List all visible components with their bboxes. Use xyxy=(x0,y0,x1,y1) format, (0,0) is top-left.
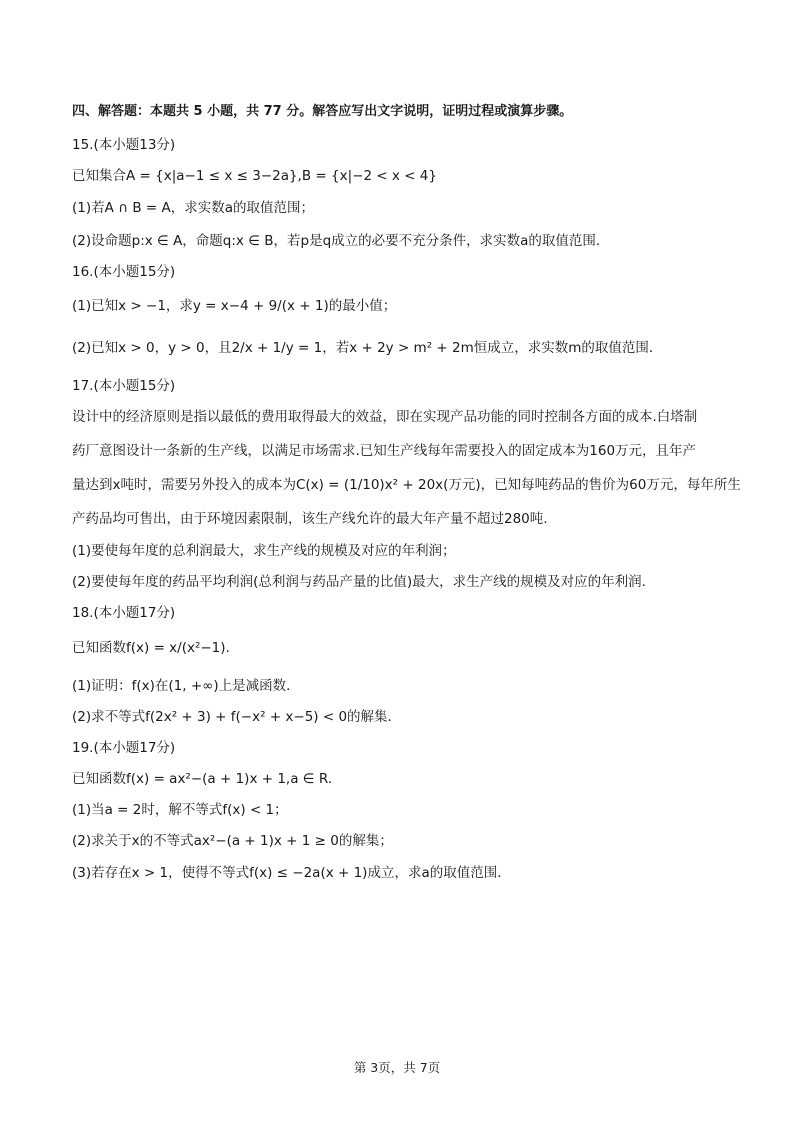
problem-19-header: 19.(本小题17分) xyxy=(72,740,176,756)
section-heading: 四、解答题：本题共 5 小题，共 77 分。解答应写出文字说明，证明过程或演算步骤。 xyxy=(72,104,573,119)
problem-16-header: 16.(本小题15分) xyxy=(72,264,176,280)
problem-15-part-2: (2)设命题p:x ∈ A，命题q:x ∈ B，若p是q成立的必要不充分条件，求实数a的取值范围． xyxy=(72,233,610,249)
problem-17-paragraph-line-1: 设计中的经济原则是指以最低的费用取得最大的效益，即在实现产品功能的同时控制各方面的成本.白塔制 xyxy=(72,409,698,425)
problem-16-part-2: (2)已知x > 0，y > 0，且2/x + 1/y = 1，若x + 2y > m² + 2m恒成立，求实数m的取值范围． xyxy=(72,340,663,356)
problem-19-part-1: (1)当a = 2时，解不等式f(x) < 1； xyxy=(72,802,288,818)
problem-18-statement: 已知函数f(x) = x/(x²−1). xyxy=(72,640,230,656)
problem-17-paragraph-line-4: 产药品均可售出，由于环境因素限制，该生产线允许的最大年产量不超过280吨. xyxy=(72,511,548,527)
problem-16-part-1: (1)已知x > −1，求y = x−4 + 9/(x + 1)的最小值； xyxy=(72,298,397,314)
problem-19-part-3: (3)若存在x > 1，使得不等式f(x) ≤ −2a(x + 1)成立，求a的取值范围． xyxy=(72,865,511,881)
problem-17-paragraph-line-3: 量达到x吨时，需要另外投入的成本为C(x) = (1/10)x² + 20x(万元)，已知每吨药品的售价为60万元，每年所生 xyxy=(72,477,741,493)
problem-18-part-2: (2)求不等式f(2x² + 3) + f(−x² + x−5) < 0的解集． xyxy=(72,709,402,725)
problem-15-header: 15.(本小题13分) xyxy=(72,137,176,153)
problem-17-header: 17.(本小题15分) xyxy=(72,378,176,394)
problem-19-part-2: (2)求关于x的不等式ax²−(a + 1)x + 1 ≥ 0的解集； xyxy=(72,833,393,849)
problem-18-header: 18.(本小题17分) xyxy=(72,605,176,621)
problem-15-statement: 已知集合A = {x|a−1 ≤ x ≤ 3−2a},B = {x|−2 < x < 4} xyxy=(72,168,437,184)
problem-19-statement: 已知函数f(x) = ax²−(a + 1)x + 1,a ∈ R. xyxy=(72,771,333,787)
page-footer: 第 3页，共 7页 xyxy=(353,1060,441,1075)
problem-17-part-2: (2)要使每年度的药品平均利润(总利润与药品产量的比值)最大，求生产线的规模及对应的年利润. xyxy=(72,574,646,590)
problem-17-paragraph-line-2: 药厂意图设计一条新的生产线，以满足市场需求.已知生产线每年需要投入的固定成本为160万元，且年产 xyxy=(72,443,697,459)
problem-15-part-1: (1)若A ∩ B = A，求实数a的取值范围； xyxy=(72,200,314,216)
problem-17-part-1: (1)要使每年度的总利润最大，求生产线的规模及对应的年利润； xyxy=(72,543,456,559)
problem-18-part-1: (1)证明：f(x)在(1, +∞)上是减函数． xyxy=(72,678,300,694)
